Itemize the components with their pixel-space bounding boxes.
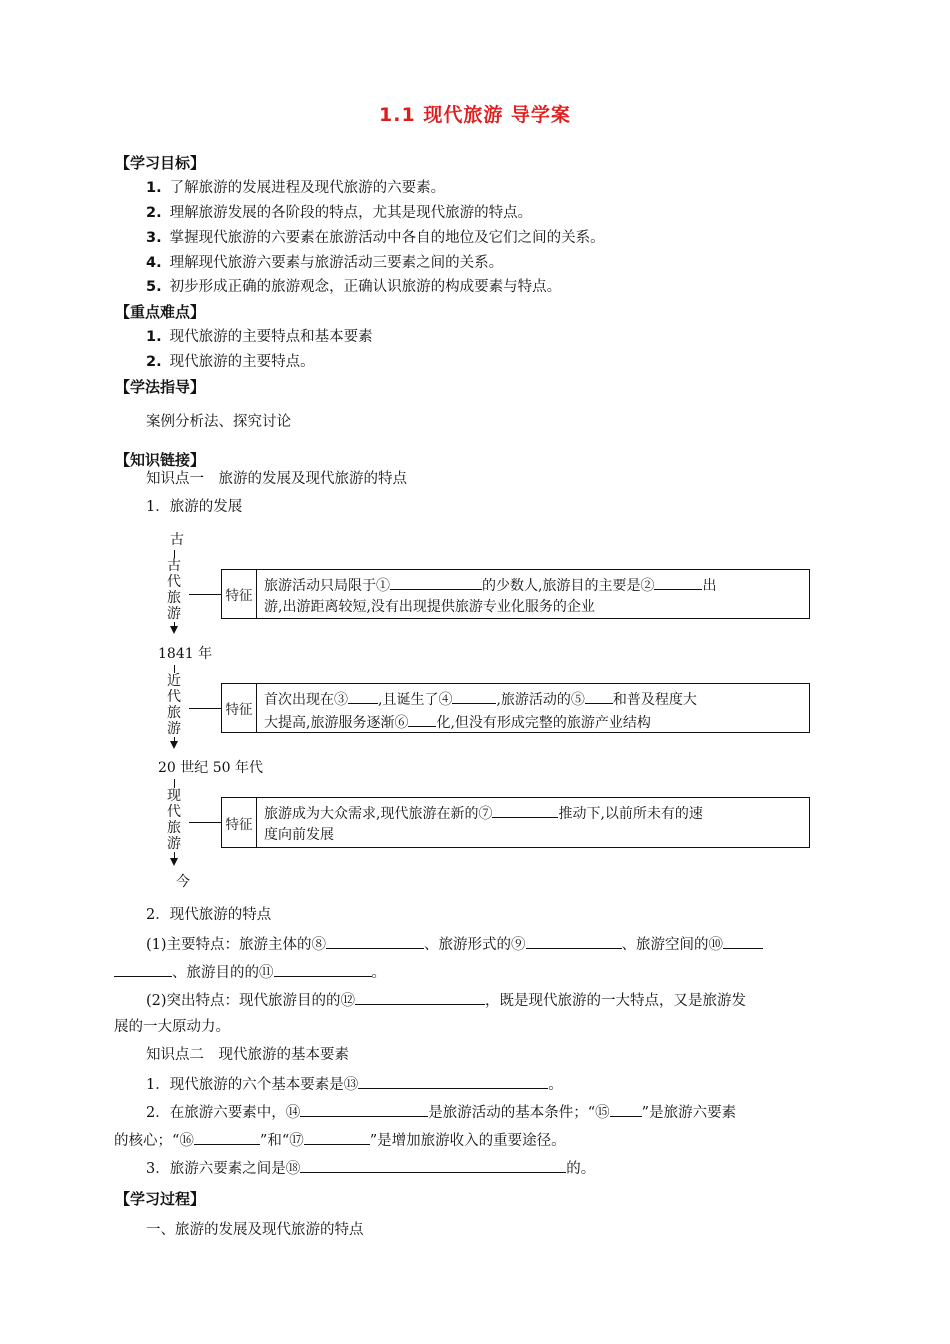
label-early-modern-tourism: 近代旅游: [164, 673, 184, 737]
main-features-line-2: 、旅游目的的⑪ 。: [114, 961, 386, 983]
knowledge-sub-1: 1．旅游的发展: [146, 499, 243, 515]
elements-line-4: 3．旅游六要素之间是⑱ 的。: [146, 1157, 595, 1179]
objective-item: 5. 初步形成正确的旅游观念，正确认识旅游的构成要素与特点。: [146, 279, 562, 295]
early-modern-feature-text: 首次出现在③ ,且诞生了④ ,旅游活动的⑤ 和普及程度大 大提高,旅游服务逐渐⑥ 化,但没有形成完整的旅游产业结构: [264, 688, 801, 734]
process-heading: 【学习过程】: [115, 1190, 206, 1208]
ancient-feature-box: [221, 569, 810, 619]
knowledge-sub-2: 2．现代旅游的特点: [146, 907, 272, 923]
keypoint-item: 2. 现代旅游的主要特点。: [146, 354, 315, 370]
label-modern-tourism: 现代旅游: [164, 788, 184, 852]
objective-item: 2. 理解旅游发展的各阶段的特点，尤其是现代旅游的特点。: [146, 205, 533, 221]
page-title: 1.1 现代旅游 导学案: [379, 104, 571, 126]
knowledge-point-2: 知识点二 现代旅游的基本要素: [146, 1047, 349, 1063]
modern-feature-text: 旅游成为大众需求,现代旅游在新的⑦ 推动下,以前所未有的速 度向前发展: [264, 802, 801, 846]
feature-label: 特征: [222, 798, 257, 847]
connector-line: [189, 822, 221, 823]
connector-line: [189, 594, 221, 595]
objective-item: 3. 掌握现代旅游的六要素在旅游活动中各自的地位及它们之间的关系。: [146, 230, 605, 246]
keypoints-heading: 【重点难点】: [115, 303, 206, 321]
objective-item: 1. 了解旅游的发展进程及现代旅游的六要素。: [146, 180, 446, 196]
keypoint-item: 1. 现代旅游的主要特点和基本要素: [146, 329, 373, 345]
timeline-mark-1841: 1841 年: [158, 646, 213, 662]
elements-line-2: 2．在旅游六要素中，⑭ 是旅游活动的基本条件；“⑮ ”是旅游六要素: [146, 1101, 736, 1123]
timeline-mark-1950s: 20 世纪 50 年代: [158, 760, 263, 776]
main-features-line-1: (1)主要特点：旅游主体的⑧ 、旅游形式的⑨ 、旅游空间的⑩: [146, 933, 763, 955]
timeline-top-label: 古: [170, 532, 184, 548]
early-modern-feature-box: [221, 683, 810, 733]
timeline-arrow: [170, 858, 178, 866]
outstanding-feature-line-2: 展的一大原动力。: [114, 1019, 230, 1035]
ancient-feature-text: 旅游活动只局限于① 的少数人,旅游目的主要是② 出 游,出游距离较短,没有出现提供旅游专业化服务的企业: [264, 574, 801, 618]
elements-line-3: 的核心；“⑯ ”和“⑰ ”是增加旅游收入的重要途径。: [114, 1129, 566, 1151]
elements-line-1: 1．现代旅游的六个基本要素是⑬ 。: [146, 1073, 563, 1095]
label-ancient-tourism: 古代旅游: [164, 558, 184, 622]
method-text: 案例分析法、探究讨论: [146, 414, 291, 430]
objectives-heading: 【学习目标】: [115, 154, 206, 172]
knowledge-heading: 【知识链接】: [115, 451, 206, 469]
connector-line: [189, 708, 221, 709]
timeline-arrow: [170, 741, 178, 749]
feature-label: 特征: [222, 684, 257, 732]
method-heading: 【学法指导】: [115, 378, 206, 396]
modern-feature-box: [221, 797, 810, 848]
objective-item: 4. 理解现代旅游六要素与旅游活动三要素之间的关系。: [146, 255, 504, 271]
knowledge-point-1: 知识点一 旅游的发展及现代旅游的特点: [146, 471, 407, 487]
timeline-bottom-label: 今: [176, 874, 190, 890]
process-item-1: 一、旅游的发展及现代旅游的特点: [146, 1222, 364, 1238]
feature-label: 特征: [222, 570, 257, 618]
outstanding-feature-line-1: (2)突出特点：现代旅游目的的⑫ ，既是现代旅游的一大特点，又是旅游发: [146, 989, 746, 1011]
timeline-arrow: [170, 626, 178, 634]
